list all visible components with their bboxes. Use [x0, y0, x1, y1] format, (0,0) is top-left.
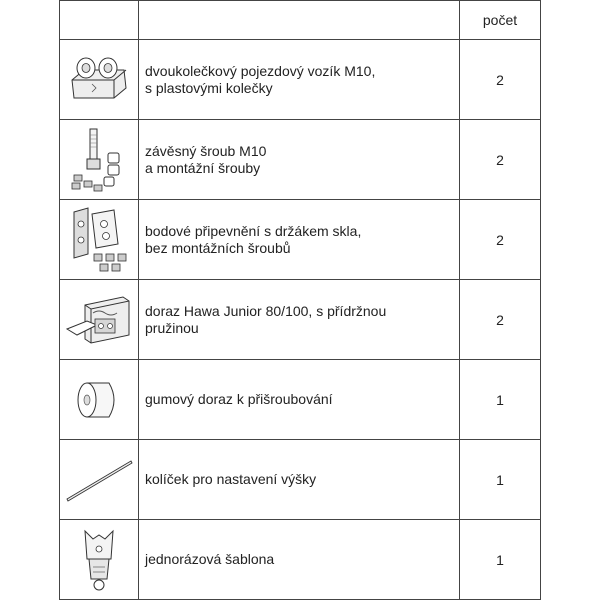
- description-line-2: s plastovými kolečky: [145, 79, 273, 96]
- table-row: [60, 120, 541, 200]
- part-quantity: 1: [460, 520, 541, 600]
- part-quantity: 2: [460, 40, 541, 120]
- suspension-bolt-and-screws-icon: [64, 125, 134, 195]
- table-row: [60, 280, 541, 360]
- table-row: [60, 440, 541, 520]
- parts-table: [59, 0, 541, 600]
- header-empty-cell: [60, 1, 139, 40]
- description-line-1: dvoukolečkový pojezdový vozík M10,: [145, 62, 376, 79]
- description-line-2: bez montážních šroubů: [145, 239, 291, 256]
- table-row: [60, 520, 541, 600]
- description-line-1: bodové připevnění s držákem skla,: [145, 222, 362, 239]
- description-line-1: závěsný šroub M10: [145, 142, 267, 159]
- rubber-stopper-icon: [69, 375, 129, 425]
- part-description: [139, 520, 460, 600]
- part-image-cell: [60, 40, 139, 120]
- part-image-cell: [60, 440, 139, 520]
- quantity-header: počet: [460, 1, 541, 40]
- point-fixing-glass-holder-icon: [64, 204, 134, 276]
- part-quantity: 1: [460, 360, 541, 440]
- part-description: [139, 200, 460, 280]
- part-quantity: 2: [460, 280, 541, 360]
- part-description: [139, 280, 460, 360]
- part-image-cell: [60, 520, 139, 600]
- part-description: [139, 40, 460, 120]
- disposable-template-icon: [69, 525, 129, 595]
- part-quantity: 2: [460, 120, 541, 200]
- description-line-2: a montážní šrouby: [145, 159, 261, 176]
- part-quantity: 1: [460, 440, 541, 520]
- description-line-1: kolíček pro nastavení výšky: [145, 471, 317, 487]
- table-row: [60, 40, 541, 120]
- part-quantity: 2: [460, 200, 541, 280]
- part-description: [139, 440, 460, 520]
- description-line-2: pružinou: [145, 319, 199, 336]
- height-adjustment-pin-icon: [63, 455, 135, 505]
- part-image-cell: [60, 120, 139, 200]
- double-wheel-trolley-icon: [64, 50, 134, 110]
- table-row: [60, 200, 541, 280]
- hawa-junior-stopper-icon: [63, 289, 135, 351]
- description-line-1: doraz Hawa Junior 80/100, s přídržnou: [145, 302, 387, 319]
- part-image-cell: [60, 200, 139, 280]
- header-empty-cell: [139, 1, 460, 40]
- table-header-row: [60, 1, 541, 40]
- description-line-1: gumový doraz k přišroubování: [145, 391, 333, 407]
- part-description: [139, 360, 460, 440]
- description-line-1: jednorázová šablona: [145, 551, 275, 567]
- part-image-cell: [60, 360, 139, 440]
- part-description: [139, 120, 460, 200]
- part-image-cell: [60, 280, 139, 360]
- table-row: [60, 360, 541, 440]
